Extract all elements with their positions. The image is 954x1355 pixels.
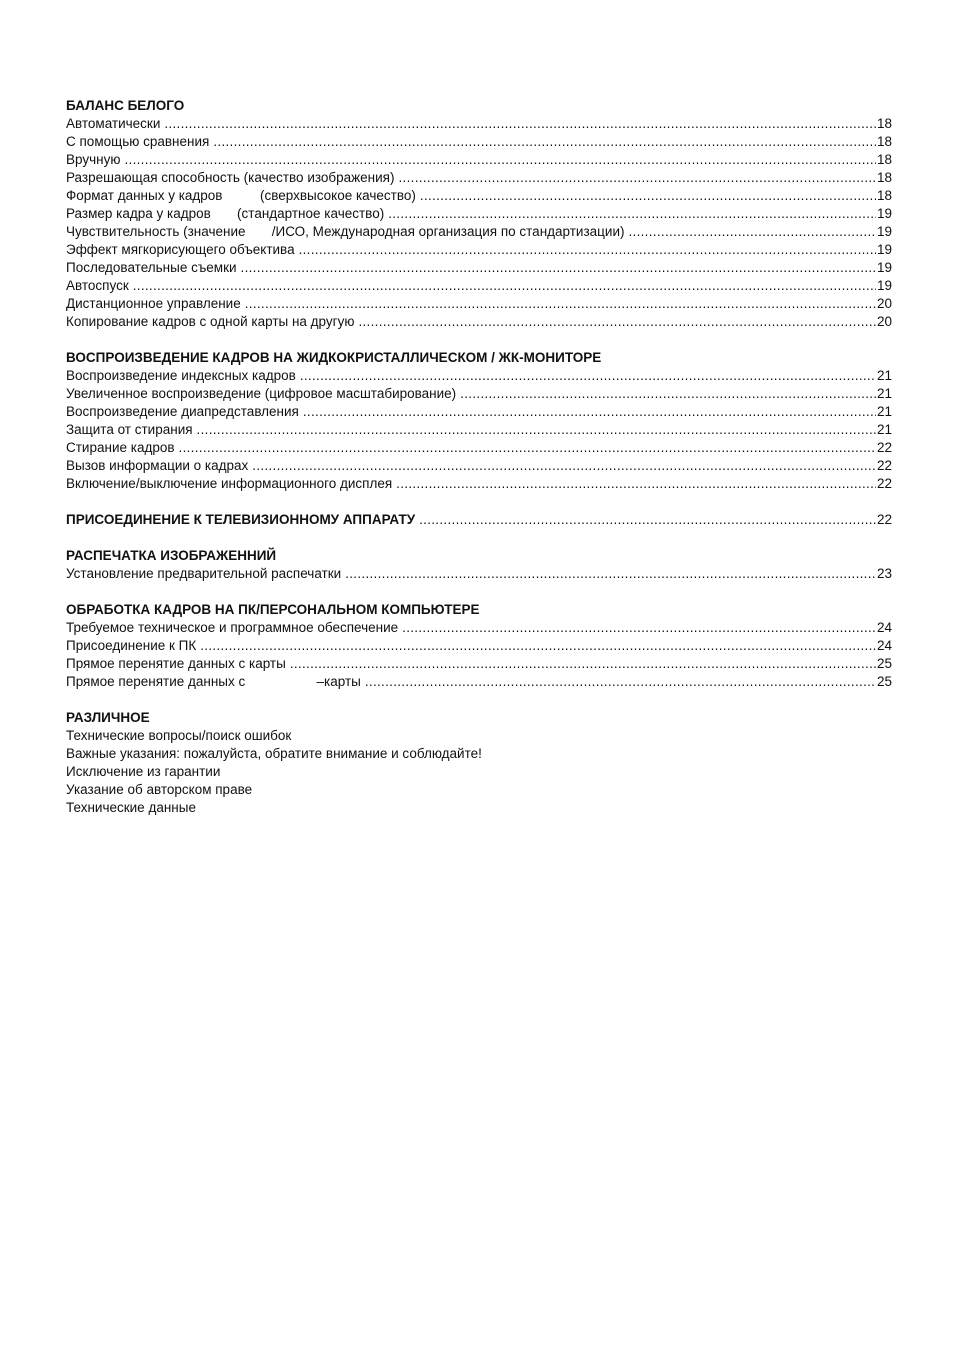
toc-entry-page: 24 (876, 638, 892, 653)
dot-leader (237, 259, 876, 277)
toc-entry (66, 457, 892, 475)
toc-entry-page: 20 (876, 314, 892, 329)
toc-entry (66, 295, 892, 313)
section-title: РАЗЛИЧНОЕ (66, 710, 150, 725)
toc-entry (66, 475, 892, 493)
toc-entry-text: Присоединение к ПК (66, 638, 197, 653)
dot-leader (193, 421, 876, 439)
toc-entry-text: Требуемое техническое и программное обеспечение (66, 620, 399, 635)
toc-section-white-balance (66, 97, 892, 331)
toc-entry-page: 20 (876, 296, 892, 311)
dot-leader (175, 439, 876, 457)
toc-entry (66, 241, 892, 259)
toc-entry-text: С помощью сравнения (66, 134, 210, 149)
toc-entry-page: 21 (876, 404, 892, 419)
toc-entry-page: 21 (876, 386, 892, 401)
toc-entry-text: Установление предварительной распечатки (66, 566, 342, 581)
dot-leader (416, 187, 876, 205)
toc-entry (66, 637, 892, 655)
dot-leader (286, 655, 876, 673)
toc-section-tv-connection (66, 511, 892, 529)
toc-entry (66, 169, 892, 187)
toc-entry-page: 22 (876, 440, 892, 455)
toc-entry-text: Размер кадра у кадров (стандартное качество) (66, 206, 385, 221)
toc-entry-page: 25 (876, 656, 892, 671)
section-title: БАЛАНС БЕЛОГО (66, 98, 185, 113)
toc-entry (66, 385, 892, 403)
toc-entry-page: 18 (876, 152, 892, 167)
toc-entry-page: 21 (876, 368, 892, 383)
toc-plain-entry: Технические вопросы/поиск ошибок (66, 728, 292, 743)
dot-leader (248, 457, 876, 475)
toc-entry (66, 619, 892, 637)
toc-entry (66, 151, 892, 169)
dot-leader (415, 511, 876, 529)
toc-entry-text: Увеличенное воспроизведение (цифровое масштабирование) (66, 386, 457, 401)
toc-entry (66, 565, 892, 583)
toc-entry-page: 19 (876, 224, 892, 239)
toc-entry (66, 115, 892, 133)
toc-section-printing (66, 547, 892, 583)
toc-entry-text: Последовательные съемки (66, 260, 237, 275)
toc-entry (66, 655, 892, 673)
dot-leader (241, 295, 876, 313)
dot-leader (299, 403, 876, 421)
dot-leader (624, 223, 876, 241)
dot-leader (196, 637, 876, 655)
toc-entry-text: Воспроизведение диапредставления (66, 404, 299, 419)
toc-entry (66, 205, 892, 223)
toc-entry-text: Чувствительность (значение /ИСО, Международная организация по стандартизации) (66, 224, 625, 239)
dot-leader (354, 313, 876, 331)
toc-entry-page: 18 (876, 188, 892, 203)
toc-entry-text: Эффект мягкорисующего объектива (66, 242, 295, 257)
toc-plain-entry: Указание об авторском праве (66, 782, 253, 797)
toc-entry (66, 313, 892, 331)
toc-entry (66, 367, 892, 385)
toc-section-playback (66, 349, 892, 493)
section-title: ОБРАБОТКА КАДРОВ НА ПК/ПЕРСОНАЛЬНОМ КОМПЬЮТЕРЕ (66, 602, 480, 617)
toc-entry-page: 22 (876, 476, 892, 491)
toc-entry-page: 18 (876, 170, 892, 185)
toc-entry-page: 23 (876, 566, 892, 581)
dot-leader (120, 151, 876, 169)
toc-entry-text: Автоматически (66, 116, 161, 131)
toc-entry-page: 22 (876, 458, 892, 473)
dot-leader (456, 385, 876, 403)
toc-plain-entry: Исключение из гарантии (66, 764, 221, 779)
toc-entry-text: Воспроизведение индексных кадров (66, 368, 296, 383)
toc-entry-text: Защита от стирания (66, 422, 193, 437)
toc-entry (66, 223, 892, 241)
toc-entry-text: Копирование кадров с одной карты на другую (66, 314, 355, 329)
toc-entry-text: Формат данных у кадров (сверхвысокое качество) (66, 188, 416, 203)
toc-entry (66, 673, 892, 691)
toc-entry-page: 18 (876, 116, 892, 131)
toc-section-pc-processing (66, 601, 892, 691)
section-title: РАСПЕЧАТКА ИЗОБРАЖЕННИЙ (66, 548, 277, 563)
dot-leader (160, 115, 876, 133)
dot-leader (129, 277, 876, 295)
toc-entry-text: Вручную (66, 152, 121, 167)
toc-entry-page: 19 (876, 260, 892, 275)
dot-leader (296, 367, 876, 385)
toc-entry (66, 277, 892, 295)
toc-plain-entry: Важные указания: пожалуйста, обратите внимание и соблюдайте! (66, 746, 482, 761)
dot-leader (361, 673, 876, 691)
toc-entry-page: 25 (876, 674, 892, 689)
toc-entry (66, 403, 892, 421)
toc-entry-text: Вызов информации о кадрах (66, 458, 249, 473)
toc-entry-page: 19 (876, 242, 892, 257)
toc-entry-page: 19 (876, 206, 892, 221)
dot-leader (341, 565, 876, 583)
dot-leader (295, 241, 876, 259)
toc-section-miscellaneous (66, 709, 892, 817)
toc-entry-page: 21 (876, 422, 892, 437)
toc-entry (66, 421, 892, 439)
toc-plain-entry: Технические данные (66, 800, 196, 815)
toc-entry-text: Прямое перенятие данных с карты (66, 656, 286, 671)
dot-leader (398, 619, 876, 637)
toc-heading-entry (66, 511, 892, 529)
toc-entry-page: 18 (876, 134, 892, 149)
toc-entry (66, 187, 892, 205)
toc-entry-text: Включение/выключение информационного дисплея (66, 476, 393, 491)
toc-entry-text: ПРИСОЕДИНЕНИЕ К ТЕЛЕВИЗИОННОМУ АППАРАТУ (66, 512, 416, 527)
toc-entry-page: 19 (876, 278, 892, 293)
toc-entry-text: Автоспуск (66, 278, 129, 293)
dot-leader (395, 169, 877, 187)
toc-entry-text: Прямое перенятие данных с –карты (66, 674, 361, 689)
dot-leader (384, 205, 876, 223)
toc-entry (66, 133, 892, 151)
dot-leader (209, 133, 876, 151)
toc-entry-page: 22 (876, 512, 892, 527)
toc-entry-text: Разрешающая способность (качество изображения) (66, 170, 395, 185)
toc-entry-page: 24 (876, 620, 892, 635)
table-of-contents (66, 97, 892, 835)
toc-entry (66, 259, 892, 277)
dot-leader (392, 475, 876, 493)
toc-entry-text: Стирание кадров (66, 440, 175, 455)
toc-entry-text: Дистанционное управление (66, 296, 241, 311)
section-title: ВОСПРОИЗВЕДЕНИЕ КАДРОВ НА ЖИДКОКРИСТАЛЛИЧЕСКОМ / ЖК-МОНИТОРЕ (66, 350, 602, 365)
toc-entry (66, 439, 892, 457)
